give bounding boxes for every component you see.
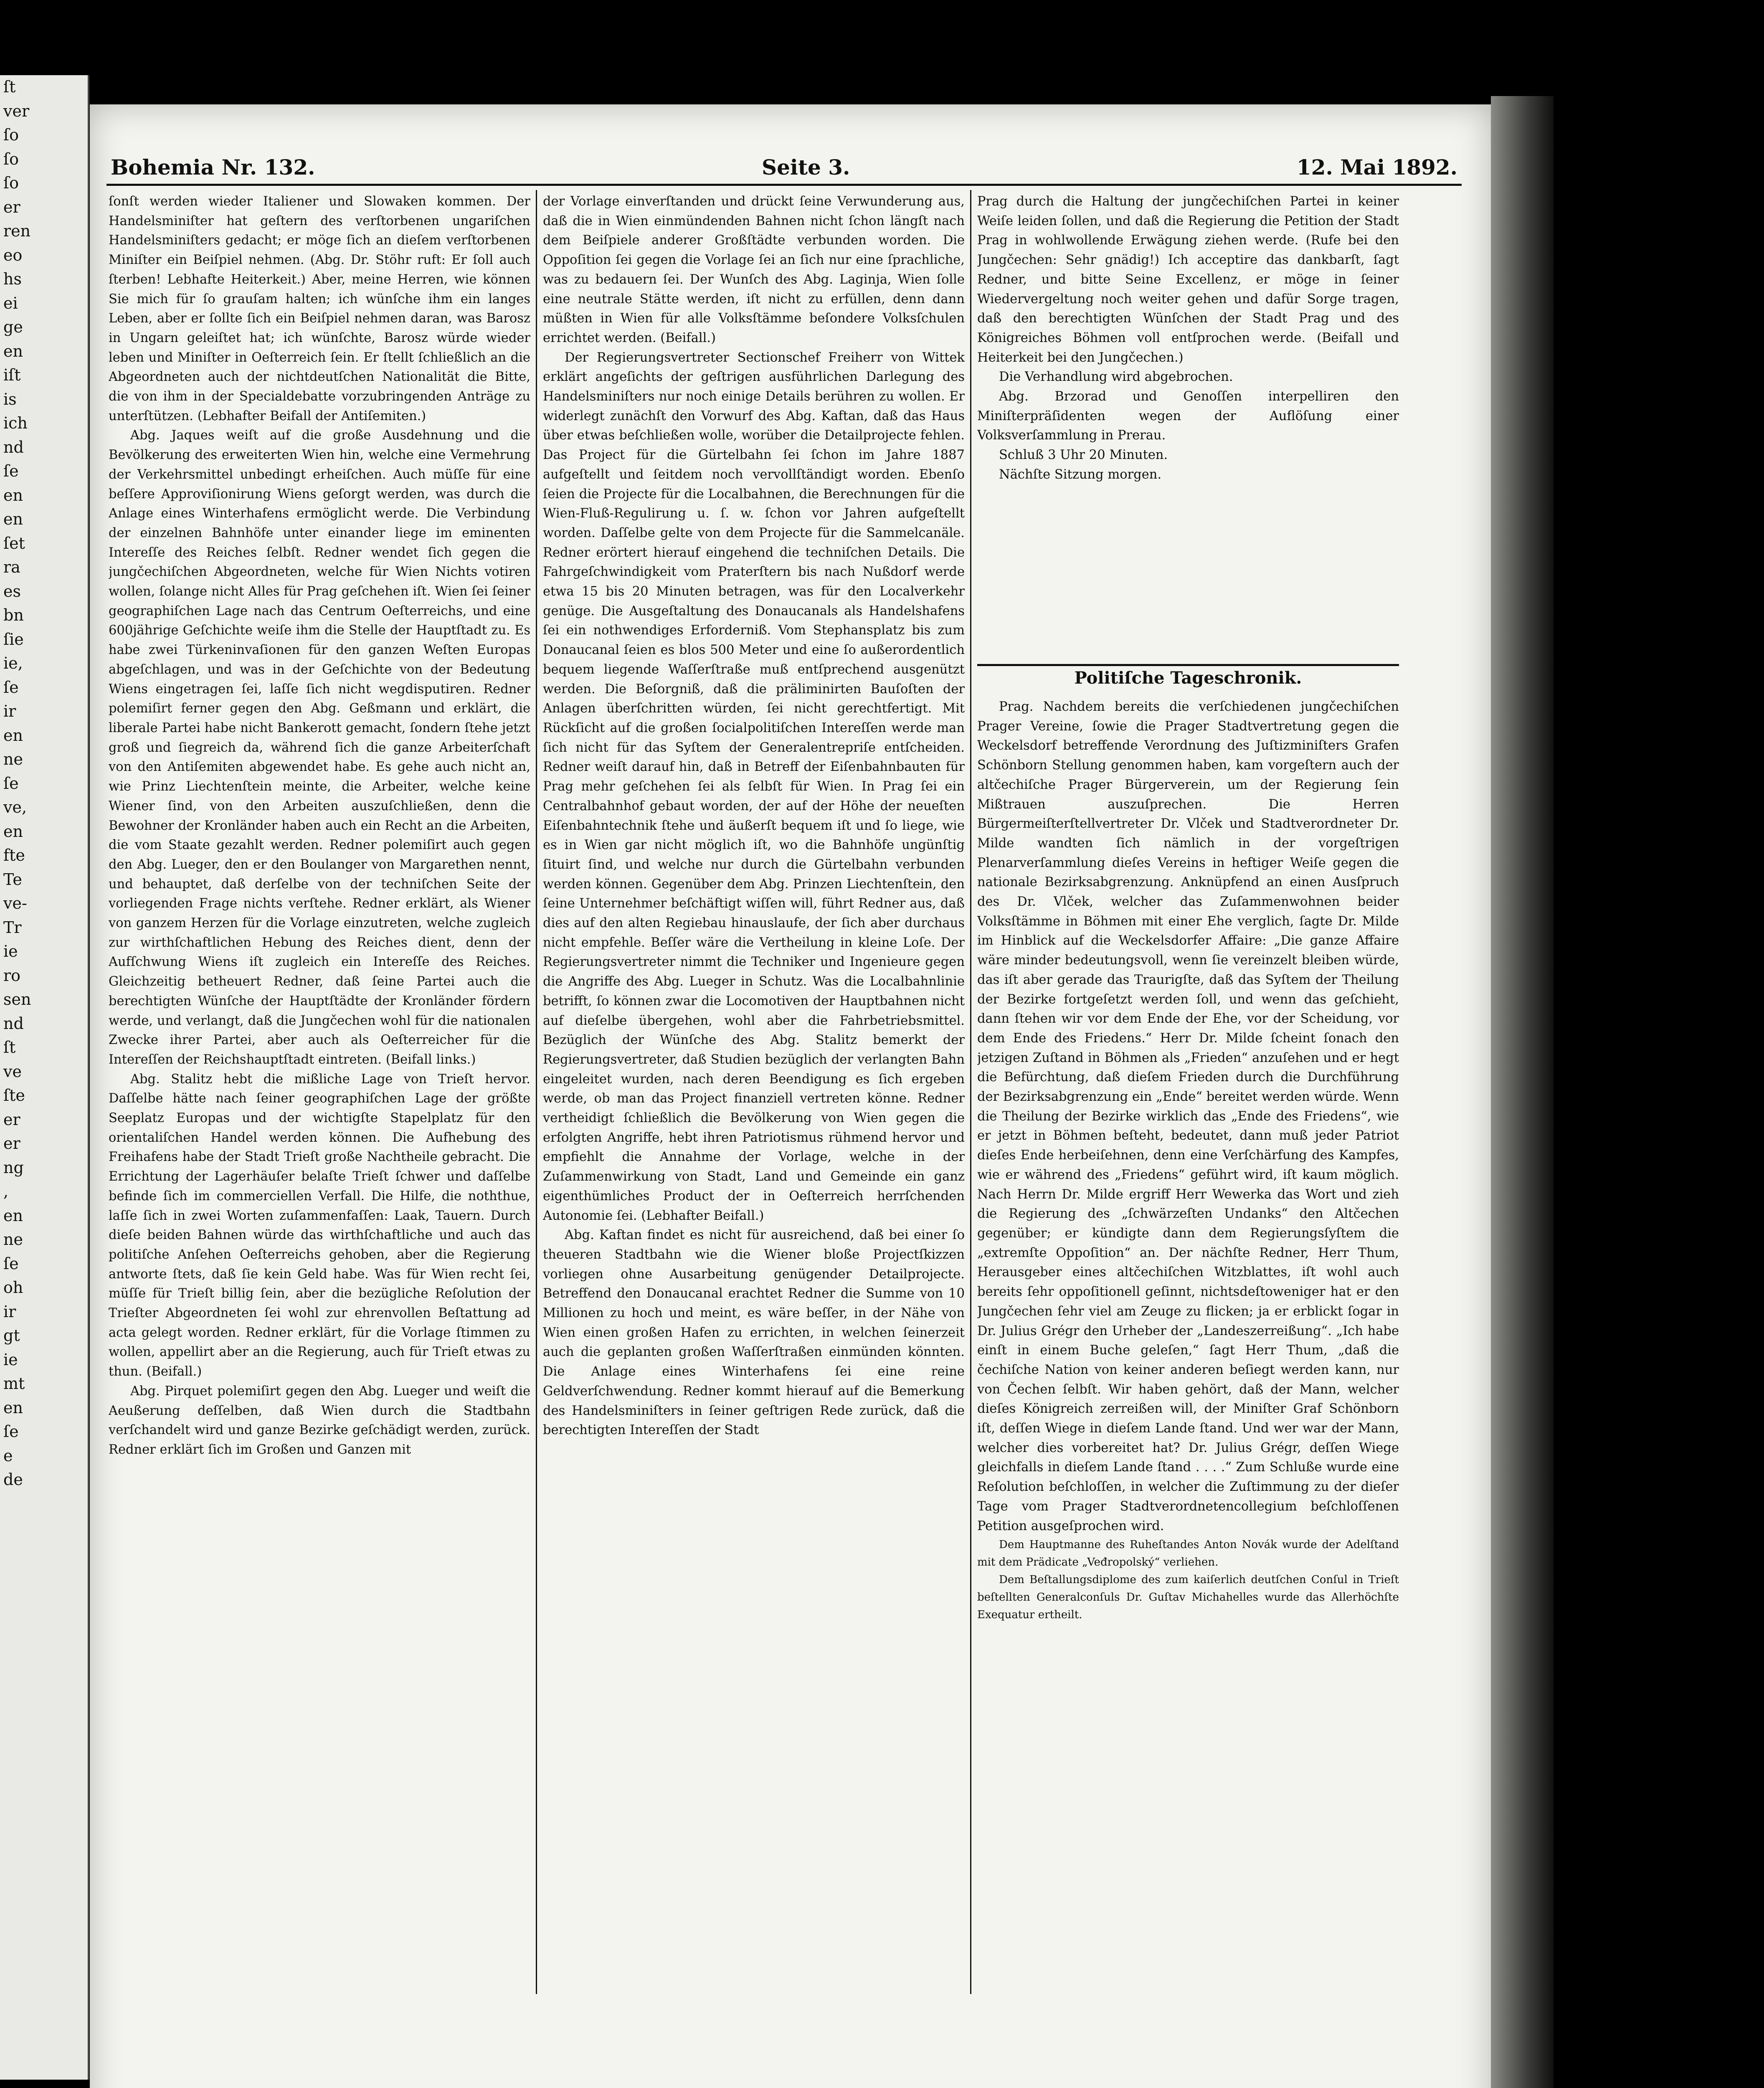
section-rule xyxy=(977,664,1399,666)
margin-fragment: ve- xyxy=(3,894,27,912)
margin-fragment: es xyxy=(3,582,21,601)
margin-fragment: en xyxy=(3,1206,23,1225)
margin-fragment: ir xyxy=(3,1302,16,1321)
section-title: Politiſche Tageschronik. xyxy=(1074,668,1302,688)
margin-fragment: ie xyxy=(3,942,18,960)
margin-fragment: ſo xyxy=(3,174,19,192)
margin-fragment: ie, xyxy=(3,654,23,672)
paragraph: Nächſte Sitzung morgen. xyxy=(999,467,1162,482)
margin-fragment: sen xyxy=(3,990,31,1009)
margin-fragment: en xyxy=(3,342,23,360)
margin-fragment: ſo xyxy=(3,150,19,168)
margin-fragment: ſe xyxy=(3,1422,19,1441)
text-column-1 xyxy=(109,192,530,1996)
margin-fragment: ſo xyxy=(3,126,19,144)
margin-fragment: en xyxy=(3,726,23,745)
margin-fragment: ro xyxy=(3,966,21,985)
margin-fragment: e xyxy=(3,1446,13,1465)
margin-fragment: ich xyxy=(3,414,28,432)
margin-fragment: mt xyxy=(3,1374,25,1393)
adjacent-page-strip xyxy=(0,75,89,2080)
text-column-2 xyxy=(543,192,965,1996)
paragraph: Abg. Kaftan findet es nicht für ausreichend, daß bei einer ſo theueren Stadtbahn wie die Wiener bloße Projectſkizzen vorliegen ohne Ausarbeitung genügender Detailprojecte. Betreffend den Donaucanal erachtet Redner die Summe von 10 Millionen zu hoch und meint, es wäre beſſer, in der Nähe von Wien einen großen Hafen zu errichten, in welchen ſeinerzeit auch die geplanten großen Waſſerſtraßen einmünden könnten. Die Anlage eines Winterhafens ſei eine reine Geldverſchwendung. Redner kommt hierauf auf die Bemerkung des Handelsminiſters in ſeiner geſtrigen Rede zurück, daß die berechtigten Intereſſen der Stadt xyxy=(543,1228,965,1438)
margin-fragment: ſet xyxy=(3,534,25,552)
newspaper-page xyxy=(90,104,1491,2088)
margin-fragment: ne xyxy=(3,750,23,768)
margin-fragment: de xyxy=(3,1470,23,1489)
margin-fragment: bn xyxy=(3,606,24,624)
margin-fragment: eo xyxy=(3,246,23,264)
paragraph: Prag. Nachdem bereits die verſchiedenen jungčechiſchen Prager Vereine, ſowie die Prager Stadtvertretung gegen die Weckelsdorf betreffende Verordnung des Juſtizminiſters Grafen Schönborn Stellung genommen haben, kam vorgeſtern auch der altčechiſche Prager Bürgerverein, um der Regierung ſein Mißtrauen auszuſprechen. Die Herren Bürgermeiſterſtellvertreter Dr. Vlček und Stadtverordneter Dr. Milde wandten ſich nämlich in der vorgeſtrigen Plenarverſammlung dieſes Vereins in heftiger Weiſe gegen die nationale Bezirksabgrenzung. Anknüpfend an einen Ausſpruch des Dr. Vlček, welcher das Zuſammenwohnen beider Volksſtämme in Böhmen mit einer Ehe verglich, ſagte Dr. Milde im Hinblick auf die Weckelsdorfer Affaire: „Die ganze Affaire wäre minder bedeutungsvoll, wenn ſie vereinzelt bleiben würde, das iſt aber gerade das Traurigſte, daß das Syſtem der Theilung der Bezirke fortgeſetzt werden ſoll, und wenn das geſchieht, dann ſtehen wir vor dem Ende der Ehe, vor der Scheidung, vor dem Ende des Friedens.“ Herr Dr. Milde ſcheint ſonach den jetzigen Zuſtand in Böhmen als „Frieden“ anzuſehen und er hegt die Befürchtung, daß dieſem Frieden durch die Durchführung der Bezirksabgrenzung ein „Ende“ bereitet werden würde. Wenn die Theilung der Bezirke wirklich das „Ende des Friedens“, wie er jetzt in Böhmen beſteht, bedeutet, dann muß jeder Patriot dieſes Ende herbeiſehnen, denn eine Verſchärfung des Kampfes, wie er während des „Friedens“ geführt wird, iſt kaum möglich. Nach Herrn Dr. Milde ergriff Herr Wewerka das Wort und zieh die Regierung des „ſchwärzeſten Undanks“ den Altčechen gegenüber; er kündigte dann dem Regierungsſyſtem die „extremſte Oppoſition“ an. Der nächſte Redner, Herr Thum, Herausgeber eines altčechiſchen Witzblattes, iſt wohl auch bereits ſehr oppoſitionell geſinnt, nichtsdeſtoweniger hat er den Jungčechen ſehr viel am Zeuge zu flicken; ja er erblickt ſogar in Dr. Julius Grégr den Urheber der „Landeszerreißung“. „Ich habe einſt in einem Buche geleſen,“ ſagt Herr Thum, „daß die čechiſche Nation von keiner anderen beſiegt werden kann, nur von Čechen ſelbſt. Wir haben gehört, daß der Mann, welcher dieſes Königreich zerreißen will, der Miniſter Graf Schönborn iſt, deſſen Wiege in dieſem Lande ſtand. Und wer war der Mann, welcher dies vorbereitet hat? Dr. Julius Grégr, deſſen Wiege gleichfalls in dieſem Lande ſtand . . . .“ Zum Schluße wurde eine Reſolution beſchloſſen, in welcher die Zuſtimmung zu der dieſer Tage vom Prager Stadtverordnetencollegium beſchloſſenen Petition ausgeſprochen wird. xyxy=(977,699,1399,1533)
paragraph: Der Regierungsvertreter Sectionschef Freiherr von Wittek erklärt angeſichts der geſtrigen ausführlichen Darlegung des Handelsminiſters nur noch einige Details berühren zu wollen. Er widerlegt zunächſt den Vorwurf des Abg. Kaftan, daß das Haus über etwas beſchließen wolle, worüber die Detailprojecte fehlen. Das Project für die Gürtelbahn ſei ſchon im Jahre 1887 aufgeſtellt und ſeitdem noch vervollſtändigt worden. Ebenſo ſeien die Projecte für die Localbahnen, die Berechnungen für die Wien-Fluß-Regulirung u. ſ. w. ſchon vor Jahren aufgeſtellt worden. Daſſelbe gelte von dem Projecte für die Sammelcanäle. Redner erörtert hierauf eingehend die techniſchen Details. Die Fahrgeſchwindigkeit vom Praterſtern bis nach Nußdorf werde etwa 15 bis 20 Minuten betragen, was für den Localverkehr genüge. Die Ausgeſtaltung des Donaucanals als Handelshafens ſei ein nothwendiges Erforderniß. Vom Stephansplatz bis zum Donaucanal ſeien es blos 500 Meter und eine ſo außerordentlich bequem liegende Waſſerſtraße muß entſprechend ausgenützt werden. Die Beſorgniß, daß die präliminirten Bauſoſten der Anlagen überſchritten würden, ſei nicht gerechtfertigt. Mit Rückſicht auf die großen ſocialpolitiſchen Intereſſen werde man ſich nicht für das Syſtem der Generalentrepriſe entſcheiden. Redner weiſt darauf hin, daß in Betreff der Eiſenbahnbauten für Prag mehr geſchehen ſei als ſelbſt für Wien. In Prag ſei ein Centralbahnhof gebaut worden, der auf der Höhe der neueſten Eiſenbahntechnik ſtehe und äußerſt bequem iſt und ſo liege, wie es in Wien gar nicht möglich iſt, wo die Bahnhöfe ungünſtig ſituirt ſind, und welche nur durch die Gürtelbahn verbunden werden können. Gegenüber dem Abg. Prinzen Liechtenſtein, den ſeine Unternehmer beſchäftigt wiſſen will, führt Redner aus, daß dies auf den alten Regiebau hinauslaufe, der ſich aber durchaus nicht empfehle. Beſſer wäre die Vertheilung in kleine Loſe. Der Regierungsvertreter nimmt die Techniker und Ingenieure gegen die Angriffe des Abg. Lueger in Schutz. Was die Localbahnlinie betrifft, ſo können zwar die Locomotiven der Hauptbahnen nicht auf dieſelbe übergehen, wohl aber die Fahrbetriebsmittel. Bezüglich der Wünſche des Abg. Stalitz bemerkt der Regierungsvertreter, daß Studien bezüglich der verlangten Bahn eingeleitet wurden, nach deren Beendigung es ſich ergeben werde, ob man das Project finanziell vertreten könne. Redner vertheidigt ſchließlich die Bevölkerung von Wien gegen die erfolgten Angriffe, hebt ihren Patriotismus rühmend hervor und empfiehlt die Annahme der Vorlage, welche in der Zuſammenwirkung von Stadt, Land und Gemeinde ein ganz eigenthümliches Product der in Oeſterreich herrſchenden Autonomie ſei. (Lebhafter Beifall.) xyxy=(543,350,965,1223)
paragraph: Schluß 3 Uhr 20 Minuten. xyxy=(999,448,1168,463)
paragraph: Prag durch die Haltung der jungčechiſchen Partei in keiner Weiſe leiden ſollen, und daß die Regierung die Petition der Stadt Prag in wohlwollende Erwägung ziehen werde. (Rufe bei den Jungčechen: Sehr gnädig!) Ich acceptire das dankbarſt, ſagt Redner, und bitte Seine Excellenz, er möge in ſeiner Wiedervergeltung noch weiter gehen und dafür Sorge tragen, daß den berechtigten Wünſchen der Stadt Prag und des Königreiches Böhmen voll entſprochen werde. (Beifall und Heiterkeit bei den Jungčechen.) xyxy=(977,194,1399,365)
text-column-3-bottom xyxy=(977,697,1399,1992)
margin-fragment: nd xyxy=(3,1014,24,1033)
margin-fragment: en xyxy=(3,822,23,841)
margin-fragment: ſte xyxy=(3,1086,25,1105)
paragraph: Abg. Jaques weiſt auf die große Ausdehnung und die Bevölkerung des erweiterten Wien hin, welche eine Vermehrung der Verkehrsmittel unbedingt erheiſchen. Auch müſſe für eine beſſere Approviſionirung Wiens geſorgt werden, was durch die Anlage eines Winterhafens ermöglicht werde. Die Verbindung der einzelnen Bahnhöfe unter einander liege im eminenten Intereſſe des Reiches ſelbſt. Redner wendet ſich gegen die jungčechiſchen Abgeordneten, welche für Wien Nichts votiren wollen, ſolange nicht Alles für Prag geſchehen iſt. Wien ſei ſeiner geographiſchen Lage nach das Centrum Oeſterreichs, und eine 600jährige Geſchichte weiſe ihm die Stelle der Hauptſtadt zu. Es habe zwei Türkeninvaſionen für den ganzen Weſten Europas abgeſchlagen, und was in der Geſchichte von der Bedeutung Wiens eingetragen ſei, laſſe ſich nicht wegdisputiren. Redner polemiſirt ferner gegen den Abg. Geßmann und erklärt, die liberale Partei habe nicht Bankerott gemacht, ſondern ſtehe jetzt groß und ſiegreich da, während ſich die ganze Arbeiterſchaft von den Antiſemiten abgewendet habe. Es gehe auch nicht an, wie Prinz Liechtenſtein meinte, die Arbeiter, welche keine Wiener ſind, von den Arbeiten auszuſchließen, denn die Bewohner der Kronländer haben auch ein Recht an die Arbeiten, die vom Staate gezahlt werden. Redner polemiſirt auch gegen den Abg. Lueger, den er den Boulanger von Margarethen nennt, und behauptet, daß derſelbe von der techniſchen Seite der vorliegenden Frage nichts verſtehe. Redner erklärt, als Wiener von ganzem Herzen für die Vorlage einzutreten, welche zugleich zur wirthſchaftlichen Hebung des Reiches dient, denn der Aufſchwung Wiens iſt zugleich ein Intereſſe des Reiches. Gleichzeitig betheuert Redner, daß ſeine Partei auch die berechtigten Wünſche der Hauptſtädte der Kronländer fördern werde, und verlangt, daß die Jungčechen wohl für die nationalen Zwecke ihrer Partei, aber auch als Oeſterreicher für die Intereſſen der Reichshauptſtadt eintreten. (Beifall links.) xyxy=(109,428,530,1067)
paragraph: der Vorlage einverſtanden und drückt ſeine Verwunderung aus, daß die in Wien einmündenden Bahnen nicht ſchon längſt nach dem Beiſpiele anderer Großſtädte verbunden worden. Die Oppoſition ſei gegen die Vorlage ſei an ſich nur eine ſprachliche, was zu bedauern ſei. Der Wunſch des Abg. Laginja, Wien ſolle eine neutrale Stätte werden, iſt nicht zu erfüllen, denn dann müßten in Wien für alle Volksſtämme beſondere Volksſchulen errichtet werden. (Beifall.) xyxy=(543,194,965,345)
margin-fragment: Tr xyxy=(3,918,22,937)
margin-fragment: iſt xyxy=(3,366,21,384)
issue-date: 12. Mai 1892. xyxy=(1296,155,1457,180)
margin-fragment: ſe xyxy=(3,678,19,697)
margin-fragment: ra xyxy=(3,558,20,576)
column-divider-2 xyxy=(970,190,971,1994)
paragraph: Abg. Pirquet polemiſirt gegen den Abg. Lueger und weiſt die Aeußerung deſſelben, daß Wien durch die Stadtbahn verſchandelt wird und ganze Bezirke geſchädigt werden, zurück. Redner erklärt ſich im Großen und Ganzen mit xyxy=(109,1384,530,1457)
margin-fragment: ren xyxy=(3,222,31,240)
text-column-3-top xyxy=(977,192,1399,668)
margin-fragment: ver xyxy=(3,101,30,120)
margin-fragment: er xyxy=(3,1134,20,1153)
masthead: Bohemia Nr. 132. xyxy=(111,155,315,180)
paragraph: Dem Hauptmanne des Ruheſtandes Anton Novák wurde der Adelſtand mit dem Prädicate „Veđropolský“ verliehen. xyxy=(977,1538,1399,1569)
paragraph: ſonſt werden wieder Italiener und Slowaken kommen. Der Handelsminiſter hat geſtern des verſtorbenen ungariſchen Handelsminiſters gedacht; er möge ſich an dieſem verſtorbenen Miniſter ein Beiſpiel nehmen. (Abg. Dr. Stöhr ruft: Er ſoll auch ſterben! Lebhafte Heiterkeit.) Aber, meine Herren, wie können Sie mich für ſo grauſam halten; ich wünſche ihm ein langes Leben, aber er ſollte ſich ein Beiſpiel nehmen daran, was Barosz in Ungarn geleiſtet hat; ich wünſchte, Barosz würde wieder leben und Miniſter in Oeſterreich ſein. Er ſtellt ſchließlich an die Abgeordneten auch der nichtdeutſchen Nationalität die Bitte, die von ihm in der Specialdebatte vorzubringenden Anträge zu unterſtützen. (Lebhafter Beifall der Antiſemiten.) xyxy=(109,194,530,423)
margin-fragment: ne xyxy=(3,1230,23,1249)
margin-fragment: en xyxy=(3,510,23,528)
column-divider-1 xyxy=(536,190,537,1994)
margin-fragment: ſie xyxy=(3,630,24,649)
paragraph: Abg. Stalitz hebt die mißliche Lage von Trieſt hervor. Daſſelbe hätte nach ſeiner geographiſchen Lage der größte Seeplatz Europas und der wichtigſte Stapelplatz für den orientaliſchen Handel werden können. Die Aufhebung des Freihafens habe der Stadt Trieſt große Nachtheile gebracht. Die Errichtung der Lagerhäuſer belaſte Trieſt ſchwer und daſſelbe befinde ſich im commerciellen Verfall. Die Hilfe, die noththue, laſſe ſich in zwei Worten zuſammenfaſſen: Laak, Tauern. Durch dieſe beiden Bahnen würde das wirthſchaftliche und auch das politiſche Anſehen Oeſterreichs gehoben, aber die Regierung antworte ſtets, daß ſie kein Geld habe. Was für Wien recht ſei, müſſe für Trieſt billig ſein, aber die bezügliche Reſolution der Trieſter Abgeordneten ſei wohl zur ehrenvollen Beſtattung ad acta gelegt worden. Redner erklärt, für die Vorlage ſtimmen zu wollen, appellirt aber an die Regierung, auch für Trieſt etwas zu thun. (Beifall.) xyxy=(109,1072,530,1379)
paragraph: Die Verhandlung wird abgebrochen. xyxy=(999,370,1233,385)
page-number: Seite 3. xyxy=(761,155,850,180)
margin-fragment: fte xyxy=(3,846,25,864)
margin-fragment: Te xyxy=(3,870,22,889)
margin-fragment: hs xyxy=(3,270,22,288)
margin-fragment: ei xyxy=(3,294,18,312)
margin-fragment: nd xyxy=(3,438,24,456)
margin-fragment: ir xyxy=(3,702,16,720)
margin-fragment: en xyxy=(3,1398,23,1417)
margin-fragment: gt xyxy=(3,1326,20,1345)
paragraph: Dem Beſtallungsdiplome des zum kaiſerlich deutſchen Conſul in Trieſt beſtellten Generalconſuls Dr. Guſtav Michahelles wurde das Allerhöchſte Exequatur ertheilt. xyxy=(977,1574,1399,1622)
paragraph: Abg. Brzorad und Genoſſen interpelliren den Miniſterpräſidenten wegen der Auflöſung einer Volksverſammlung in Prerau. xyxy=(977,389,1399,443)
margin-fragment: ve, xyxy=(3,798,27,816)
margin-fragment: ie xyxy=(3,1350,18,1369)
margin-fragment: er xyxy=(3,1110,20,1129)
margin-fragment: ng xyxy=(3,1158,24,1177)
margin-fragment: ge xyxy=(3,318,23,336)
margin-fragment: ve xyxy=(3,1062,22,1081)
book-spine-shadow xyxy=(1491,96,1554,2088)
margin-fragment: ſe xyxy=(3,1254,19,1273)
margin-fragment: oh xyxy=(3,1278,23,1297)
margin-fragment: ſt xyxy=(3,1038,16,1057)
margin-fragment: ſe xyxy=(3,774,19,793)
margin-fragment: ſt xyxy=(3,78,16,96)
margin-fragment: ſe xyxy=(3,462,19,480)
header-rule xyxy=(106,184,1462,186)
margin-fragment: , xyxy=(3,1182,9,1201)
page-header xyxy=(111,146,1457,180)
margin-fragment: is xyxy=(3,390,17,408)
margin-fragment: en xyxy=(3,486,23,504)
margin-fragment: er xyxy=(3,198,20,216)
